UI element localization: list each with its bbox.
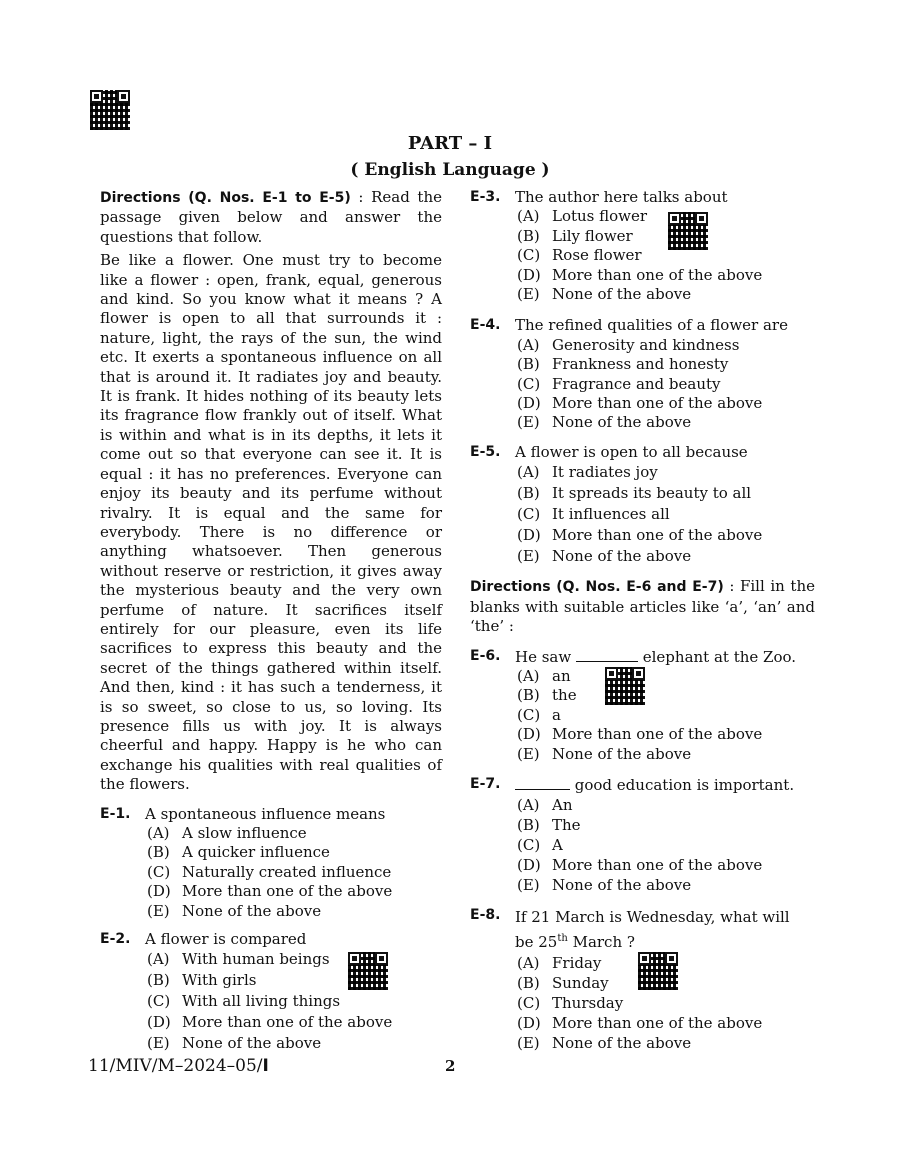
option-label: (D)	[517, 265, 541, 284]
question-number: E-2.	[100, 931, 131, 948]
option-text: With girls	[182, 971, 257, 990]
option-text: More than one of the above	[552, 1014, 763, 1033]
option-text: More than one of the above	[182, 882, 393, 901]
question-number: E-3.	[470, 189, 501, 205]
option[interactable]	[517, 227, 815, 246]
option-label: (A)	[517, 207, 540, 226]
options-list	[470, 462, 815, 567]
directions-label: Directions (Q. Nos. E-6 and E-7)	[470, 579, 724, 596]
option[interactable]	[147, 1012, 442, 1033]
question-text-part: If 21 March is Wednesday, what will	[515, 908, 790, 927]
directions-label: Directions (Q. Nos. E-1 to E-5)	[100, 190, 351, 206]
booklet-code-text: 11/MIV/M–2024–05/	[88, 1056, 263, 1076]
question-number: E-1.	[100, 805, 131, 822]
options-list	[470, 207, 815, 304]
question-e5	[470, 443, 815, 567]
qr-code-icon	[605, 667, 645, 705]
option-text: None of the above	[552, 285, 692, 304]
option[interactable]	[517, 1033, 815, 1053]
directions-text: : Read the passage given below and answer the questions that follow.	[100, 188, 442, 246]
option-label: (B)	[517, 226, 540, 245]
question-text	[470, 775, 815, 795]
option-label: (C)	[517, 505, 541, 524]
question-e6	[470, 647, 815, 764]
option[interactable]	[517, 875, 815, 895]
option-label: (C)	[147, 992, 171, 1011]
question-number: E-6.	[470, 647, 501, 664]
option-label: (B)	[147, 843, 170, 862]
question-number: E-4.	[470, 317, 501, 334]
option-text: Lily flower	[552, 226, 633, 245]
option[interactable]	[517, 745, 815, 764]
option-text: Lotus flower	[552, 207, 648, 226]
option[interactable]	[147, 902, 442, 921]
reading-passage: Be like a flower. One must try to become like a flower : open, frank, equal, generous and kind. So you know what it means ? A flower is open to all that surrounds it : nature, light, the rays of the sun, the wind etc. It exerts a spontaneous influence on all that is around it. It radiates joy and beauty. It is frank. It hides nothing of its beauty lets its fragrance flow frankly out of itself. What is within and what is in its depths, it lets it come out so that everyone can see it. It is equal : it has no preferences. Everyone can enjoy its beauty and its perfume without rivalry. It is equal and the same for everybody. There is no difference or anything whatsoever. Then generous without reserve or restriction, it gives away the mysterious beauty and the very own perfume of nature. It sacrifices itself entirely for our pleasure, even its life sacrifices to express this beauty and the secret of the things gathered within itself. And then, kind : it has such a tenderness, it is so sweet, so close to us, so loving. Its presence fills us with joy. It is always cheerful and happy. Happy is he who can exchange his qualities with real qualities of the flowers.	[100, 251, 442, 794]
option[interactable]	[517, 795, 815, 815]
section-title: ( English Language )	[350, 160, 550, 180]
option[interactable]	[517, 504, 815, 525]
option-label: (E)	[517, 285, 540, 304]
option[interactable]	[147, 991, 442, 1012]
option-text: It spreads its beauty to all	[552, 484, 752, 503]
page-number: 2	[445, 1057, 456, 1075]
option-label: (A)	[147, 950, 170, 969]
option-label: (C)	[517, 994, 541, 1013]
option-text: It influences all	[552, 505, 670, 524]
option-label: (E)	[147, 1034, 170, 1053]
option-label: (A)	[517, 666, 540, 685]
question-text-part: good education is important.	[570, 775, 795, 794]
question-text-part: March ?	[567, 933, 635, 952]
option[interactable]	[517, 246, 815, 265]
option-label: (E)	[517, 744, 540, 763]
option[interactable]	[517, 525, 815, 546]
question-e4	[470, 316, 815, 432]
option-label: (E)	[517, 413, 540, 432]
option-text: More than one of the above	[552, 526, 763, 545]
option[interactable]	[147, 1033, 442, 1054]
option[interactable]	[517, 462, 815, 483]
option-text: Rose flower	[552, 246, 642, 265]
option-label: (C)	[517, 374, 541, 393]
option-text: More than one of the above	[552, 265, 763, 284]
question-number: E-7.	[470, 775, 501, 792]
option-text: With all living things	[182, 992, 341, 1011]
option-text: None of the above	[552, 876, 692, 895]
option-label: (D)	[517, 526, 541, 545]
option-label: (E)	[147, 901, 170, 920]
option[interactable]	[517, 394, 815, 413]
option[interactable]	[517, 815, 815, 835]
option-text: Naturally created influence	[182, 862, 392, 881]
directions-e6-e7	[470, 577, 815, 636]
question-text	[470, 647, 815, 667]
option-text: an	[552, 666, 571, 685]
directions-text: : Fill in the blanks with suitable articles like ‘a’, ‘an’ and ‘the’ :	[470, 577, 815, 636]
option[interactable]	[517, 375, 815, 394]
option-label: (E)	[517, 547, 540, 566]
option[interactable]	[517, 835, 815, 855]
option-text: None of the above	[552, 413, 692, 432]
directions-e1-e5	[100, 188, 442, 247]
option-label: (E)	[517, 1034, 540, 1053]
fill-blank	[515, 775, 570, 790]
option[interactable]	[147, 863, 442, 882]
option-label: (A)	[517, 463, 540, 482]
option[interactable]	[517, 686, 815, 705]
option-label: (D)	[517, 856, 541, 875]
option-text: The	[552, 816, 581, 835]
part-title: PART – I	[407, 133, 493, 154]
options-list	[470, 336, 815, 433]
option-text: None of the above	[552, 744, 692, 763]
question-text: A spontaneous influence means	[145, 804, 386, 823]
option-label: (C)	[517, 836, 541, 855]
question-text: A flower is open to all because	[515, 442, 748, 461]
option-label: (A)	[517, 796, 540, 815]
qr-code-icon	[348, 952, 388, 990]
right-column	[470, 188, 815, 1053]
option[interactable]	[517, 207, 815, 226]
question-text: The author here talks about	[515, 188, 728, 206]
booklet-code-suffix: I	[262, 1056, 269, 1076]
question-e3	[470, 188, 815, 304]
option-text: A slow influence	[182, 824, 307, 842]
option[interactable]	[517, 993, 815, 1013]
option-text: With human beings	[182, 950, 330, 969]
option-text: More than one of the above	[552, 856, 763, 875]
option[interactable]	[147, 949, 442, 970]
superscript: th	[557, 933, 568, 945]
option-label: (D)	[147, 882, 171, 901]
option-text: A quicker influence	[182, 843, 330, 862]
question-number: E-5.	[470, 443, 501, 460]
option[interactable]	[517, 413, 815, 432]
option-text: More than one of the above	[182, 1013, 393, 1032]
qr-code-icon	[668, 212, 708, 250]
option-label: (C)	[517, 705, 541, 724]
option[interactable]	[517, 483, 815, 504]
options-list	[470, 795, 815, 895]
option-text: None of the above	[552, 1034, 692, 1053]
option-text: Generosity and kindness	[552, 335, 740, 354]
option-text: An	[552, 796, 573, 815]
options-list	[100, 824, 442, 921]
option-label: (B)	[517, 484, 540, 503]
option-label: (D)	[517, 394, 541, 413]
question-e7	[470, 775, 815, 895]
option-label: (D)	[517, 725, 541, 744]
option-label: (B)	[517, 974, 540, 993]
option-label: (D)	[147, 1013, 171, 1032]
option-text: More than one of the above	[552, 725, 763, 744]
qr-code-icon	[90, 90, 130, 130]
option-label: (A)	[517, 954, 540, 973]
options-list	[100, 949, 442, 1054]
option[interactable]	[147, 843, 442, 862]
question-text-part: He saw	[515, 647, 576, 666]
option-label: (B)	[517, 816, 540, 835]
question-e2	[100, 930, 442, 1054]
question-text	[470, 906, 815, 953]
question-text-part: be 25	[515, 933, 558, 952]
option-text: None of the above	[182, 901, 322, 920]
option-text: Fragrance and beauty	[552, 374, 721, 393]
option-text: It radiates joy	[552, 463, 658, 482]
option-label: (B)	[517, 686, 540, 705]
option-label: (C)	[517, 246, 541, 265]
question-number: E-8.	[470, 907, 501, 924]
option-label: (A)	[517, 335, 540, 354]
option-text: a	[552, 705, 561, 724]
option[interactable]	[517, 546, 815, 567]
option[interactable]	[517, 725, 815, 744]
option[interactable]	[517, 706, 815, 725]
question-e8	[470, 906, 815, 1053]
option[interactable]	[517, 667, 815, 686]
option[interactable]	[517, 855, 815, 875]
option[interactable]	[517, 285, 815, 304]
question-text: The refined qualities of a flower are	[515, 316, 788, 335]
fill-blank	[576, 647, 638, 662]
question-e1	[100, 805, 442, 921]
option-label: (A)	[147, 824, 170, 842]
option-label: (E)	[517, 876, 540, 895]
option-label: (B)	[147, 971, 170, 990]
option-text: Sunday	[552, 974, 609, 993]
option[interactable]	[147, 970, 442, 991]
question-text-part: elephant at the Zoo.	[637, 647, 797, 666]
option-label: (B)	[517, 355, 540, 374]
option[interactable]	[517, 266, 815, 285]
option-text: None of the above	[552, 547, 692, 566]
option-text: Frankness and honesty	[552, 355, 729, 374]
booklet-code	[88, 1056, 269, 1076]
option-text: Friday	[552, 954, 602, 973]
option[interactable]	[517, 355, 815, 374]
option[interactable]	[517, 336, 815, 355]
option-text: the	[552, 686, 577, 705]
option[interactable]	[147, 882, 442, 901]
option-text: A	[552, 836, 563, 855]
left-column	[100, 188, 442, 1054]
option-label: (D)	[517, 1014, 541, 1033]
qr-code-icon	[638, 952, 678, 990]
option-text: None of the above	[182, 1034, 322, 1053]
question-text: A flower is compared	[145, 930, 307, 949]
option[interactable]	[147, 824, 442, 843]
option-text: Thursday	[552, 994, 624, 1013]
option-label: (C)	[147, 862, 171, 881]
option-text: More than one of the above	[552, 394, 763, 413]
option[interactable]	[517, 1013, 815, 1033]
